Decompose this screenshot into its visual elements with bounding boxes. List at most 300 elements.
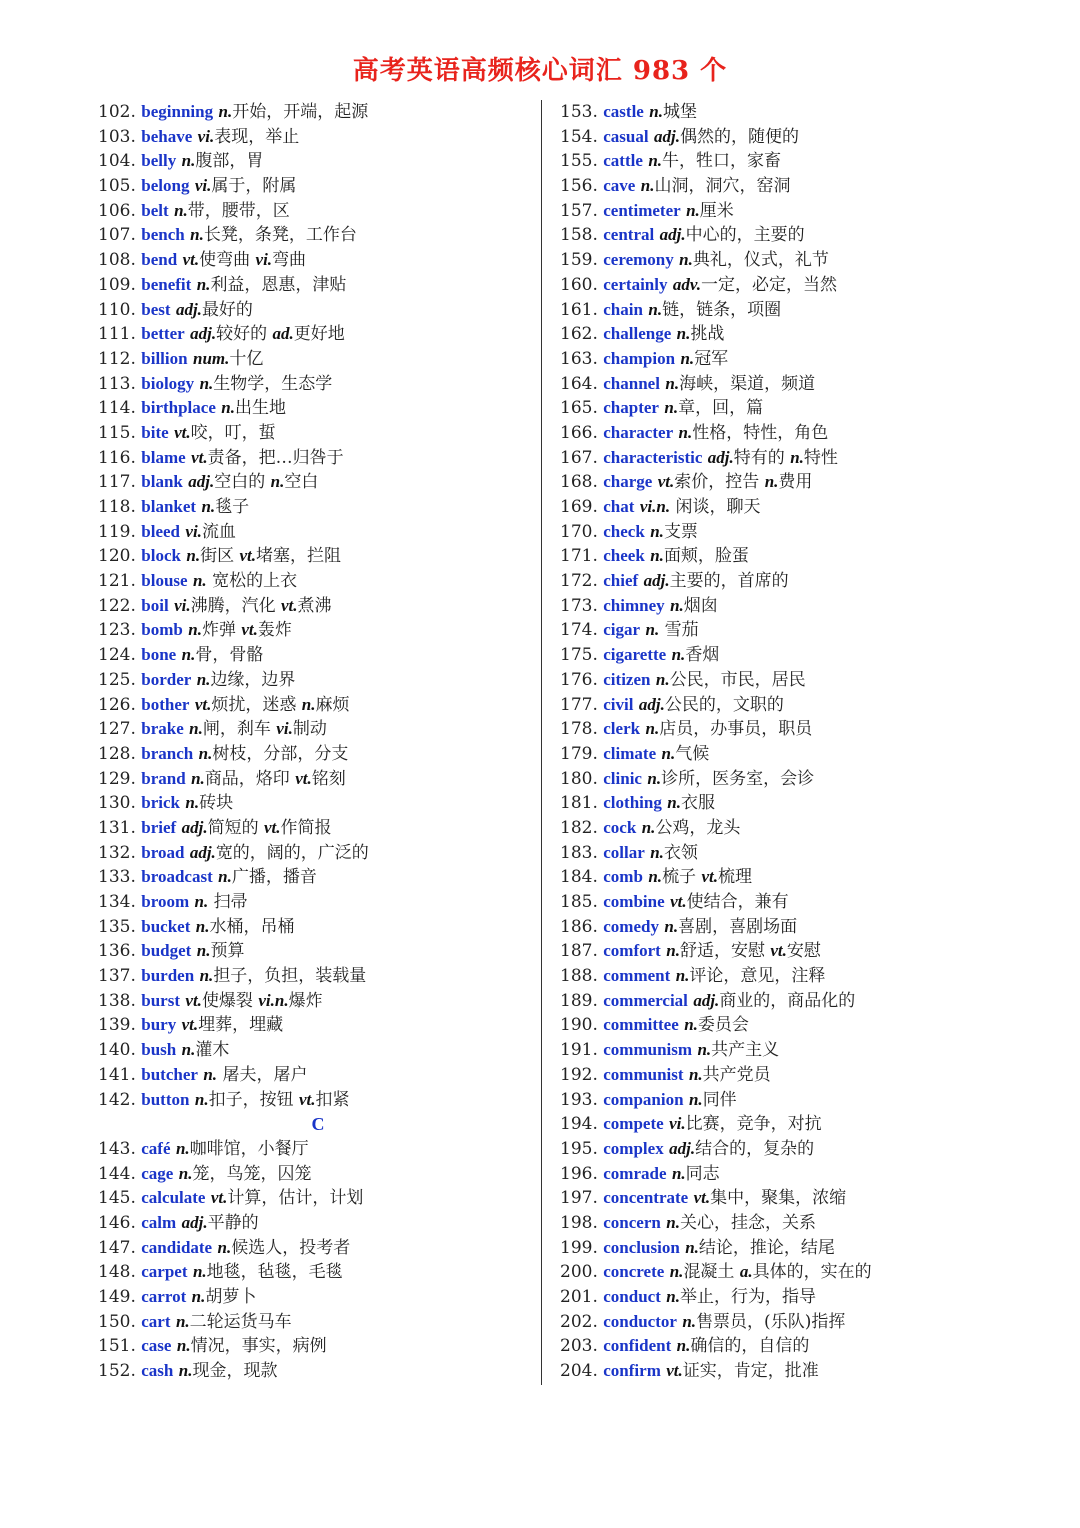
entry-number: 124. — [98, 645, 136, 666]
definition: 比赛，竞争，对抗 — [685, 1114, 822, 1135]
part-of-speech: vt. — [670, 892, 687, 911]
definition: 店员，办事员，职员 — [659, 719, 813, 740]
entry-number: 168. — [560, 472, 598, 493]
entry-number: 150. — [98, 1311, 136, 1332]
part-of-speech: n. — [181, 645, 196, 665]
definition: 一定，必定，当然 — [701, 274, 838, 295]
entry-number: 175. — [560, 645, 598, 666]
entry-number: 195. — [560, 1138, 598, 1159]
vocab-entry — [560, 322, 1000, 347]
definition: 主要的，首席的 — [669, 571, 789, 592]
definition: 预算 — [210, 941, 245, 962]
entry-word: casual — [603, 126, 649, 146]
entry-number: 194. — [560, 1114, 598, 1135]
part-of-speech: n. — [667, 793, 681, 813]
entry-word: clerk — [603, 719, 641, 739]
vocab-entry — [560, 791, 1000, 816]
vocab-entry — [560, 199, 1000, 224]
entry-word: bush — [141, 1040, 177, 1060]
definition: 举止，行为，指导 — [680, 1287, 817, 1307]
entry-word: commercial — [603, 990, 688, 1010]
vocab-entry — [98, 1186, 538, 1211]
vocab-entry — [98, 174, 538, 199]
definition: 平静的 — [207, 1212, 259, 1233]
part-of-speech: n. — [195, 916, 210, 936]
vocab-entry — [560, 174, 1000, 199]
definition: 面颊，脸蛋 — [663, 546, 749, 567]
vocab-entry — [98, 1236, 538, 1261]
vocab-entry — [98, 1359, 538, 1384]
entry-word: button — [141, 1089, 190, 1109]
vocab-entry — [560, 1186, 1000, 1211]
entry-number: 144. — [98, 1163, 136, 1184]
vocab-entry — [98, 816, 538, 841]
definition: 支票 — [663, 521, 698, 542]
entry-word: best — [141, 299, 171, 319]
part-of-speech: vt. — [239, 546, 257, 566]
entry-word: bury — [141, 1015, 177, 1035]
entry-word: companion — [603, 1089, 684, 1109]
definition: 确信的，自信的 — [690, 1336, 810, 1357]
entry-number: 128. — [98, 743, 136, 764]
definition: 扣紧 — [315, 1089, 350, 1110]
entry-number: 140. — [98, 1040, 136, 1061]
definition: 计算，估计，计划 — [227, 1188, 364, 1209]
definition: 诊所，医务室，会诊 — [661, 768, 815, 789]
part-of-speech: ad. — [272, 324, 294, 344]
part-of-speech: n. — [181, 151, 196, 171]
part-of-speech: vi.n. — [639, 497, 671, 516]
part-of-speech: n. — [203, 1064, 218, 1084]
entry-number: 189. — [560, 990, 598, 1011]
entry-word: brand — [141, 768, 186, 788]
vocab-entry — [560, 841, 1000, 866]
definition: 二轮运货马车 — [189, 1311, 292, 1332]
part-of-speech: n. — [175, 1138, 190, 1158]
part-of-speech: n. — [790, 447, 804, 467]
entry-number: 102. — [98, 102, 136, 122]
definition: 爆炸 — [288, 990, 323, 1011]
definition: 混凝土 — [683, 1262, 740, 1283]
definition: 中心的，主要的 — [685, 225, 805, 246]
entry-number: 200. — [560, 1262, 598, 1283]
part-of-speech: n. — [671, 1163, 686, 1183]
vocab-entry — [560, 915, 1000, 940]
entry-number: 127. — [98, 719, 136, 740]
part-of-speech: adj. — [175, 299, 202, 319]
entry-word: cigar — [603, 620, 641, 640]
vocab-entry — [98, 470, 538, 495]
entry-word: charge — [603, 472, 653, 492]
definition: 公民，市民，居民 — [669, 669, 806, 690]
vocab-entry — [560, 446, 1000, 471]
entry-word: combine — [603, 892, 665, 911]
entry-word: café — [141, 1138, 171, 1158]
part-of-speech: n. — [174, 200, 188, 220]
part-of-speech: n. — [676, 1336, 691, 1356]
part-of-speech: n. — [647, 768, 662, 788]
entry-word: boil — [141, 595, 169, 615]
part-of-speech: n. — [199, 373, 214, 393]
definition: 作简报 — [280, 817, 332, 838]
definition: 毯子 — [215, 497, 250, 517]
entry-number: 151. — [98, 1336, 136, 1357]
definition: 特性 — [803, 447, 838, 468]
definition: 担子，负担，装载量 — [213, 966, 367, 987]
vocab-entry — [98, 1285, 538, 1310]
part-of-speech: vi. — [197, 126, 215, 146]
definition: 闸，刹车 — [202, 719, 277, 740]
entry-number: 155. — [560, 151, 598, 172]
part-of-speech: adj. — [654, 126, 680, 146]
vocab-entry — [98, 322, 538, 347]
definition: 性格，特性，角色 — [692, 422, 829, 443]
entry-word: chat — [603, 497, 635, 516]
entry-number: 181. — [560, 793, 598, 814]
entry-number: 136. — [98, 941, 136, 962]
definition: 关心，挂念，关系 — [679, 1212, 816, 1233]
vocab-entry — [560, 1088, 1000, 1113]
definition: 偶然的，随便的 — [680, 126, 799, 147]
entry-number: 123. — [98, 620, 136, 641]
entry-number: 143. — [98, 1138, 136, 1159]
definition: 梳理 — [718, 867, 752, 888]
entry-number: 148. — [98, 1262, 136, 1283]
vocab-entry — [98, 841, 538, 866]
entry-number: 117. — [98, 472, 136, 493]
vocab-entry — [560, 693, 1000, 718]
definition: 水桶，吊桶 — [209, 916, 295, 937]
entry-word: bucket — [141, 916, 191, 936]
part-of-speech: adj. — [188, 472, 215, 492]
vocab-entry — [98, 1088, 538, 1113]
definition: 属于，附属 — [211, 176, 297, 197]
part-of-speech: n. — [194, 1089, 209, 1109]
part-of-speech: adj. — [189, 842, 216, 862]
definition: 利益，恩惠，津贴 — [210, 274, 347, 295]
entry-word: calm — [141, 1212, 177, 1232]
entry-number: 185. — [560, 892, 598, 912]
part-of-speech: vt. — [210, 1188, 228, 1208]
entry-number: 153. — [560, 102, 598, 122]
entry-number: 118. — [98, 497, 136, 517]
entry-word: committee — [603, 1015, 679, 1035]
part-of-speech: n. — [178, 1361, 193, 1381]
vocab-entry — [560, 767, 1000, 792]
definition: 烦扰，迷惑 — [211, 694, 302, 715]
vocab-entry — [98, 964, 538, 989]
definition: 最好的 — [201, 299, 253, 320]
entry-number: 156. — [560, 176, 598, 197]
definition: 砖块 — [199, 793, 234, 814]
part-of-speech: vi. — [185, 521, 202, 541]
part-of-speech: n. — [301, 694, 316, 714]
entry-number: 192. — [560, 1064, 598, 1085]
part-of-speech: n. — [191, 1287, 206, 1306]
entry-number: 121. — [98, 571, 136, 592]
vocab-entry — [98, 495, 538, 520]
definition: 特有的 — [733, 447, 791, 468]
entry-number: 105. — [98, 176, 136, 197]
vocab-entry — [98, 693, 538, 718]
vocab-entry — [560, 865, 1000, 890]
part-of-speech: n. — [688, 1089, 703, 1109]
definition: 厘米 — [699, 200, 734, 221]
entry-word: block — [141, 546, 181, 566]
entry-number: 171. — [560, 546, 598, 567]
entry-word: cash — [141, 1361, 174, 1381]
vocab-entry — [560, 890, 1000, 915]
vocab-entry — [98, 915, 538, 940]
vocab-entry — [98, 1162, 538, 1187]
entry-number: 145. — [98, 1188, 136, 1209]
vocab-entry — [98, 100, 538, 125]
vocab-entry — [98, 396, 538, 421]
entry-number: 184. — [560, 867, 598, 888]
part-of-speech: adj. — [659, 225, 686, 245]
vocab-entry — [560, 1063, 1000, 1088]
definition: 舒适，安慰 — [679, 941, 771, 962]
entry-word: cage — [141, 1163, 174, 1183]
entry-word: ceremony — [603, 250, 674, 270]
entry-word: check — [603, 521, 645, 541]
entry-word: budget — [141, 941, 192, 961]
definition: 炸弹 — [201, 620, 242, 641]
definition: 笼，鸟笼，囚笼 — [192, 1163, 312, 1184]
entry-word: comb — [603, 867, 643, 887]
entry-word: blanket — [141, 497, 197, 516]
entry-word: cart — [141, 1311, 171, 1331]
part-of-speech: n. — [186, 546, 201, 566]
part-of-speech: n. — [221, 398, 235, 418]
entry-number: 108. — [98, 250, 136, 271]
entry-word: burst — [141, 990, 180, 1010]
entry-number: 113. — [98, 373, 136, 394]
part-of-speech: vt. — [191, 447, 208, 467]
entry-number: 110. — [98, 299, 136, 320]
part-of-speech: n. — [655, 669, 670, 689]
entry-number: 133. — [98, 867, 136, 888]
definition: 制动 — [292, 719, 327, 740]
entry-number: 141. — [98, 1064, 136, 1085]
vocab-entry — [98, 544, 538, 569]
entry-number: 132. — [98, 842, 136, 863]
vocab-entry — [560, 149, 1000, 174]
entry-word: chapter — [603, 398, 659, 418]
vocab-entry — [560, 1211, 1000, 1236]
part-of-speech: n. — [192, 1262, 207, 1282]
entry-number: 172. — [560, 571, 598, 592]
vocab-entry — [98, 199, 538, 224]
entry-number: 198. — [560, 1212, 598, 1233]
entry-word: characteristic — [603, 447, 703, 467]
definition: 胡萝卜 — [205, 1287, 257, 1307]
part-of-speech: n. — [666, 941, 680, 961]
definition: 同伴 — [702, 1089, 737, 1110]
definition: 边缘，边界 — [210, 669, 296, 690]
entry-number: 203. — [560, 1336, 598, 1357]
vocab-entry — [560, 816, 1000, 841]
part-of-speech: vt. — [194, 694, 212, 714]
entry-number: 131. — [98, 817, 136, 838]
vocab-entry — [560, 1260, 1000, 1285]
entry-word: broad — [141, 842, 185, 862]
part-of-speech: n. — [176, 1336, 191, 1356]
definition: 烟囱 — [683, 595, 718, 616]
part-of-speech: vt. — [770, 941, 787, 961]
entry-number: 165. — [560, 398, 598, 419]
entry-number: 201. — [560, 1287, 598, 1307]
definition: 结论，推论，结尾 — [698, 1237, 835, 1258]
definition: 麻烦 — [315, 694, 350, 715]
entry-number: 190. — [560, 1015, 598, 1036]
entry-number: 174. — [560, 620, 598, 641]
part-of-speech: n. — [189, 719, 203, 739]
part-of-speech: n. — [764, 472, 779, 492]
definition: 使爆裂 — [201, 990, 259, 1011]
entry-word: brick — [141, 793, 180, 813]
vocab-entry — [98, 149, 538, 174]
entry-word: better — [141, 324, 185, 344]
part-of-speech: n. — [175, 1311, 190, 1331]
part-of-speech: vt. — [295, 768, 312, 788]
part-of-speech: n. — [669, 1262, 684, 1282]
part-of-speech: n. — [201, 497, 216, 516]
part-of-speech: n. — [664, 398, 679, 418]
definition: 海峡，渠道，频道 — [679, 373, 816, 394]
definition: 街区 — [200, 546, 240, 567]
vocab-entry — [98, 1063, 538, 1088]
entry-number: 134. — [98, 892, 136, 912]
definition: 开始，开端，起源 — [232, 102, 369, 122]
definition: 衣领 — [663, 842, 698, 863]
part-of-speech: n. — [196, 941, 211, 961]
entry-number: 147. — [98, 1237, 136, 1258]
entry-word: belong — [141, 176, 190, 196]
entry-word: border — [141, 669, 192, 689]
vocab-entry — [98, 717, 538, 742]
definition: 堵塞，拦阻 — [256, 546, 342, 567]
vocab-entry — [98, 248, 538, 273]
definition: 责备，把…归咎于 — [207, 447, 344, 468]
definition: 售票员，(乐队)指挥 — [696, 1311, 846, 1332]
entry-word: conduct — [603, 1287, 661, 1306]
definition: 扣子，按钮 — [208, 1089, 299, 1110]
vocab-entry — [560, 298, 1000, 323]
vocab-entry — [560, 742, 1000, 767]
definition: 闲谈，聊天 — [670, 497, 761, 517]
entry-word: concrete — [603, 1262, 665, 1282]
entry-number: 169. — [560, 497, 598, 517]
vocab-entry — [98, 939, 538, 964]
entry-word: communism — [603, 1040, 693, 1060]
entry-word: bench — [141, 225, 185, 245]
definition: 宽的，阔的，广泛的 — [215, 842, 369, 863]
definition: 评论，意见，注释 — [689, 966, 826, 987]
entry-word: brake — [141, 719, 184, 739]
definition: 山洞，洞穴，窑洞 — [654, 176, 791, 197]
vocab-entry — [98, 890, 538, 915]
vocab-entry — [560, 1112, 1000, 1137]
definition: 城堡 — [662, 102, 697, 122]
vocab-entry — [98, 223, 538, 248]
entry-number: 142. — [98, 1089, 136, 1110]
vocab-entry — [560, 643, 1000, 668]
entry-word: champion — [603, 348, 676, 368]
vocab-entry — [560, 964, 1000, 989]
entry-word: carpet — [141, 1262, 188, 1282]
entry-word: cave — [603, 176, 636, 196]
vocab-entry — [98, 668, 538, 693]
entry-word: beginning — [141, 102, 214, 121]
entry-word: bomb — [141, 620, 183, 640]
right-column — [560, 100, 1000, 1384]
entry-number: 186. — [560, 916, 598, 937]
left-column — [98, 100, 538, 1384]
vocab-entry — [98, 742, 538, 767]
part-of-speech: n. — [650, 842, 664, 862]
vocab-entry — [560, 989, 1000, 1014]
vocab-entry — [98, 643, 538, 668]
part-of-speech: n. — [217, 1237, 232, 1257]
vocab-entry — [98, 125, 538, 150]
definition: 使弯曲 — [199, 250, 256, 271]
entry-number: 152. — [98, 1361, 136, 1382]
entry-word: comfort — [603, 941, 661, 961]
part-of-speech: n. — [640, 176, 655, 196]
part-of-speech: n. — [678, 422, 693, 442]
definition: 骨，骨骼 — [195, 645, 264, 666]
definition: 生物学，生态学 — [213, 373, 333, 394]
entry-number: 139. — [98, 1015, 136, 1036]
definition: 现金，现款 — [192, 1361, 278, 1382]
vocab-entry — [560, 717, 1000, 742]
definition: 具体的，实在的 — [752, 1262, 872, 1283]
part-of-speech: n. — [649, 102, 663, 121]
part-of-speech: n. — [676, 324, 691, 344]
entry-number: 188. — [560, 966, 598, 987]
entry-number: 106. — [98, 200, 136, 221]
definition: 出生地 — [235, 398, 286, 419]
part-of-speech: n. — [666, 1212, 680, 1232]
part-of-speech: n. — [188, 620, 202, 640]
vocab-entry — [98, 1334, 538, 1359]
definition: 同志 — [685, 1163, 720, 1184]
entry-number: 135. — [98, 916, 136, 937]
entry-word: chief — [603, 571, 639, 591]
entry-word: centimeter — [603, 200, 681, 220]
definition: 梳子 — [662, 867, 702, 888]
entry-number: 177. — [560, 694, 598, 715]
part-of-speech: n. — [671, 645, 686, 665]
part-of-speech: n. — [270, 472, 285, 492]
entry-word: certainly — [603, 274, 668, 294]
vocab-entry — [560, 569, 1000, 594]
entry-number: 163. — [560, 348, 598, 369]
entry-number: 130. — [98, 793, 136, 814]
entry-word: biology — [141, 373, 195, 393]
entry-word: concentrate — [603, 1188, 689, 1208]
part-of-speech: n. — [181, 1040, 196, 1060]
part-of-speech: n. — [697, 1040, 712, 1060]
entry-word: cigarette — [603, 645, 667, 665]
entry-word: blame — [141, 447, 186, 467]
vocab-entry — [560, 1013, 1000, 1038]
entry-number: 119. — [98, 521, 136, 542]
entry-word: belly — [141, 151, 177, 171]
entry-number: 164. — [560, 373, 598, 394]
part-of-speech: adj. — [669, 1138, 696, 1158]
